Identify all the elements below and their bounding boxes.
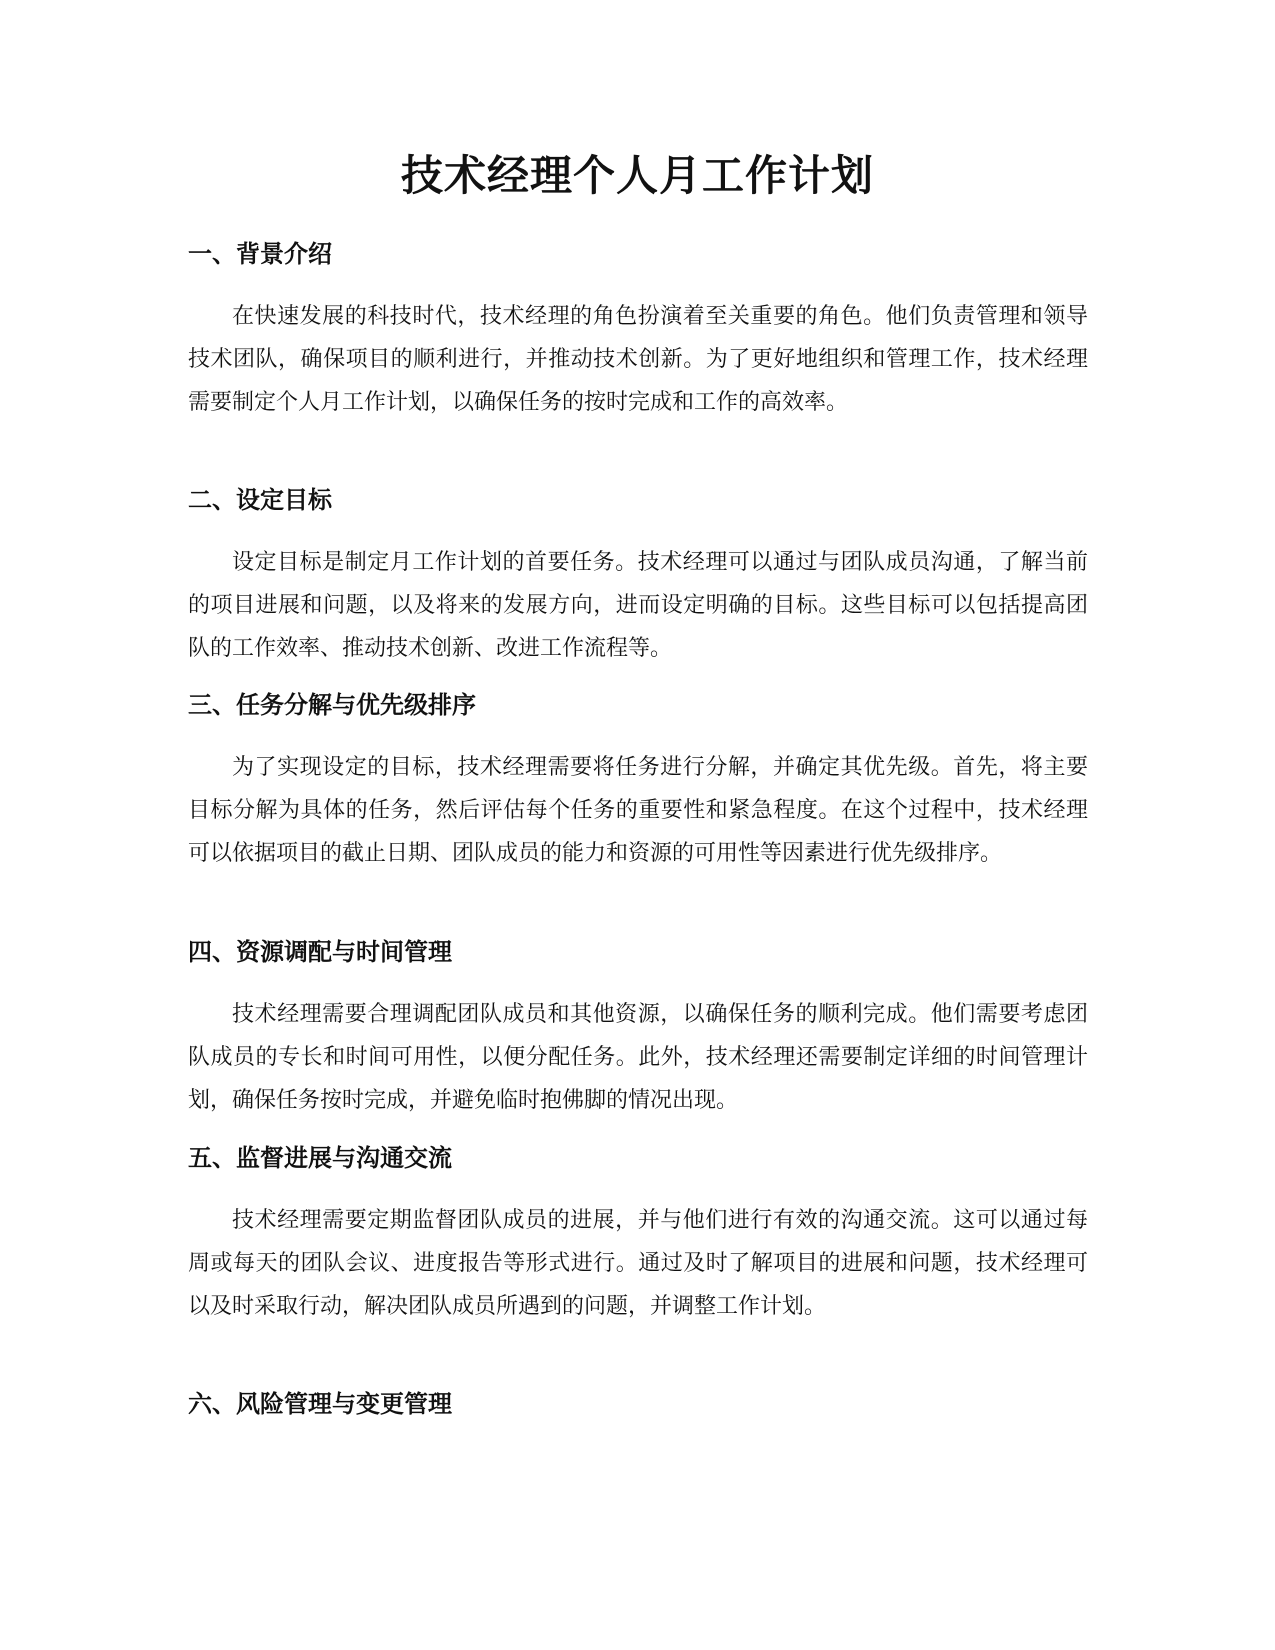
section-body-background: 在快速发展的科技时代，技术经理的角色扮演着至关重要的角色。他们负责管理和领导技术团队，确保项目的顺利进行，并推动技术创新。为了更好地组织和管理工作，技术经理需要制定个人月工作计划，以确保任务的按时完成和工作的高效率。 xyxy=(188,304,1088,415)
section-heading-monitoring: 五、监督进展与沟通交流 xyxy=(188,1144,452,1172)
section-heading-resources: 四、资源调配与时间管理 xyxy=(188,938,452,966)
section-body-resources: 技术经理需要合理调配团队成员和其他资源，以确保任务的顺利完成。他们需要考虑团队成员的专长和时间可用性，以便分配任务。此外，技术经理还需要制定详细的时间管理计划，确保任务按时完成，并避免临时抱佛脚的情况出现。 xyxy=(188,1002,1088,1113)
document-title: 技术经理个人月工作计划 xyxy=(400,151,874,200)
section-heading-goals: 二、设定目标 xyxy=(188,486,332,514)
section-heading-task-breakdown: 三、任务分解与优先级排序 xyxy=(188,691,476,719)
section-body-monitoring: 技术经理需要定期监督团队成员的进展，并与他们进行有效的沟通交流。这可以通过每周或每天的团队会议、进度报告等形式进行。通过及时了解项目的进展和问题，技术经理可以及时采取行动，解决团队成员所遇到的问题，并调整工作计划。 xyxy=(188,1208,1088,1319)
section-heading-background: 一、背景介绍 xyxy=(188,240,332,268)
section-heading-risk: 六、风险管理与变更管理 xyxy=(188,1390,452,1418)
section-body-task-breakdown: 为了实现设定的目标，技术经理需要将任务进行分解，并确定其优先级。首先，将主要目标分解为具体的任务，然后评估每个任务的重要性和紧急程度。在这个过程中，技术经理可以依据项目的截止日期、团队成员的能力和资源的可用性等因素进行优先级排序。 xyxy=(188,755,1088,866)
section-body-goals: 设定目标是制定月工作计划的首要任务。技术经理可以通过与团队成员沟通，了解当前的项目进展和问题，以及将来的发展方向，进而设定明确的目标。这些目标可以包括提高团队的工作效率、推动技术创新、改进工作流程等。 xyxy=(188,550,1088,661)
